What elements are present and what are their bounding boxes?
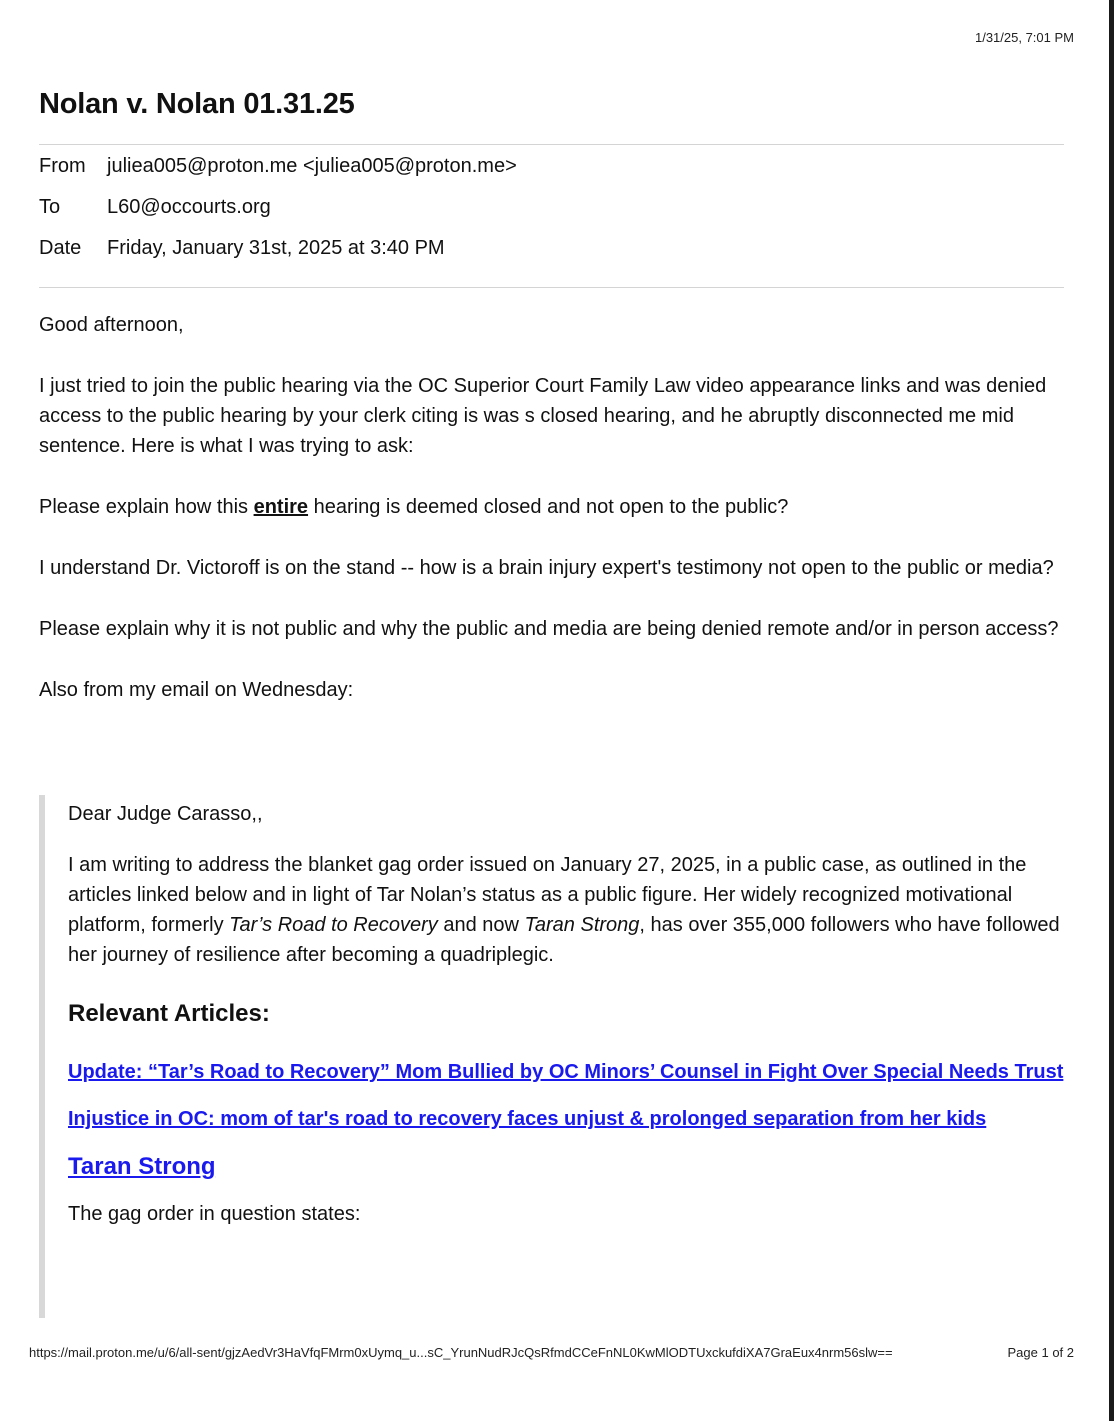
article-link-1-wrapper: [68, 1055, 1069, 1090]
quote-last-line: The gag order in question states:: [68, 1203, 361, 1225]
body-paragraph-3: I understand Dr. Victoroff is on the stand -- how is a brain injury expert's testimony not open to the public or media?: [39, 557, 1054, 579]
body-paragraph-5: Also from my email on Wednesday:: [39, 679, 354, 701]
body-divider: [39, 287, 1064, 288]
body-greeting: Good afternoon,: [39, 314, 184, 336]
header-divider: [39, 144, 1064, 145]
email-body: [39, 310, 1069, 705]
footer-url: https://mail.proton.me/u/6/all-sent/gjzAedVr3HaVfqFMrm0xUymq_u...sC_YrunNudRJcQsRfmdCCeFnNL0KwMlODTUxckufdiXA7GraEux4nrm56slw==: [29, 1345, 893, 1360]
footer-page-number: Page 1 of 2: [1007, 1345, 1074, 1360]
print-timestamp: 1/31/25, 7:01 PM: [974, 30, 1074, 45]
article-link-3-wrapper: [68, 1148, 1069, 1186]
to-label: To: [39, 196, 61, 218]
body-paragraph-1: I just tried to join the public hearing via the OC Superior Court Family Law video appearance links and was denied access to the public hearing by your clerk citing is was s closed hearing, and he abruptly disconnected me mid sentence. Here is what I was trying to ask:: [39, 375, 1047, 457]
date-label: Date: [39, 237, 82, 259]
date-value: Friday, January 31st, 2025 at 3:40 PM: [107, 237, 445, 259]
article-link-2-wrapper: [68, 1102, 1069, 1137]
quote-paragraph: [68, 850, 1069, 970]
quote-greeting: Dear Judge Carasso,,: [68, 803, 263, 825]
p2-before: Please explain how this: [39, 496, 254, 518]
quote-p1-italic-1: Tar’s Road to Recovery: [229, 914, 438, 936]
to-value[interactable]: L60@occourts.org: [107, 196, 271, 218]
from-label: From: [39, 155, 86, 177]
p2-after: hearing is deemed closed and not open to the public?: [308, 496, 789, 518]
body-paragraph-4: Please explain why it is not public and why the public and media are being denied remote and/or in person access?: [39, 618, 1059, 640]
p2-emphasis: entire: [253, 496, 309, 518]
article-link-2[interactable]: Injustice in OC: mom of tar's road to recovery faces unjust & prolonged separation from her kids: [68, 1108, 987, 1130]
body-paragraph-2: [39, 492, 1069, 522]
quote-p1-mid: and now: [437, 914, 525, 936]
quote-p1-italic-2: Taran Strong: [524, 914, 640, 936]
relevant-articles-heading: Relevant Articles:: [68, 1000, 270, 1027]
from-value[interactable]: juliea005@proton.me <juliea005@proton.me>: [107, 155, 517, 177]
email-subject: Nolan v. Nolan 01.31.25: [39, 88, 355, 120]
article-link-3[interactable]: Taran Strong: [68, 1153, 216, 1180]
email-meta: [39, 152, 517, 275]
article-link-1[interactable]: Update: “Tar’s Road to Recovery” Mom Bullied by OC Minors’ Counsel in Fight Over Special Needs Trust: [68, 1061, 1064, 1083]
page-right-edge: [1109, 0, 1114, 1421]
from-row: [39, 152, 517, 193]
to-row: [39, 193, 517, 234]
quote-p1-after: , has over 355,000 followers who have followed her journey of resilience after becoming a quadriplegic.: [68, 914, 1060, 966]
quote-p1-before: I am writing to address the blanket gag order issued on January 27, 2025, in a public case, as outlined in the articles linked below and in light of Tar Nolan’s status as a public figure. Her widely recognized motivational platform, formerly: [68, 854, 1027, 936]
date-row: [39, 234, 517, 275]
quoted-email: [39, 795, 1069, 1318]
